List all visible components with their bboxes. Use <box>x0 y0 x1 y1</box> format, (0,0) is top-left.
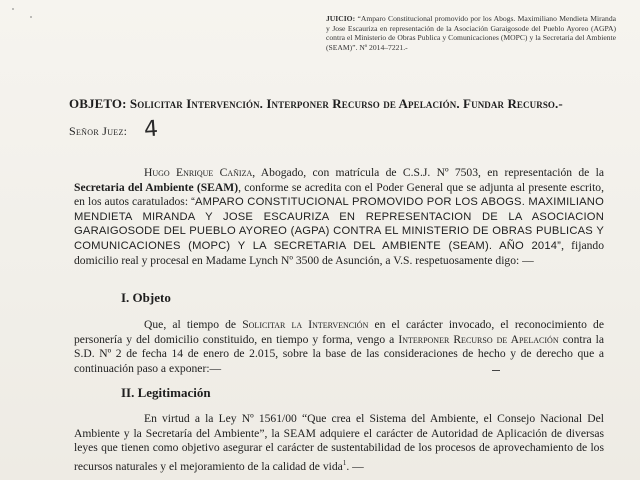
case-reference <box>326 14 616 52</box>
objective-label: OBJETO: <box>69 96 127 111</box>
case-reference-label: JUICIO: <box>326 14 356 23</box>
section-heading-legitimacion: II. Legitimación <box>121 385 211 400</box>
objeto-paragraph <box>74 318 604 376</box>
represented-org: Secretaria del Ambiente (SEAM) <box>74 180 239 194</box>
section-heading-objeto: I. Objeto <box>121 290 171 305</box>
legitimacion-paragraph <box>74 412 604 474</box>
objective-text: Solicitar Intervención. Interponer Recurso de Apelación. Fundar Recurso.- <box>129 96 563 111</box>
intro-text-2: , conforme se acredita con el Poder General que se adjunta al presente escrito, en los autos caratulados: <box>74 180 604 209</box>
case-reference-text: “Amparo Constitucional promovido por los Abogs. Maximiliano Mendieta Miranda y Jose Escauriza en representación de la Asociación Garaigosode del Pueblo Ayoreo (AGPA) contra el Ministerio de Obras Publica y Comunicaciones (MOPC) y la Secretaria del Ambiente (SEAM)”. Nº 2014–7221.- <box>326 14 616 52</box>
objeto-text-2: en el carácter invocado, el reconocimiento de personería y del domicilio constituido, en tiempo y forma, vengo a <box>74 318 604 346</box>
objeto-smallcaps-2: Interponer Recurso de Apelación <box>398 332 559 346</box>
attorney-name: Hugo Enrique Cañiza <box>144 166 253 179</box>
scan-speck <box>12 8 14 10</box>
intro-text-1: , Abogado, con matrícula de C.S.J. Nº 7503, en representación de la <box>252 166 604 179</box>
footnote-marker: 1 <box>342 458 347 467</box>
case-caption: “AMPARO CONSTITUCIONAL PROMOVIDO POR LOS ABOGS. MAXIMILIANO MENDIETA MIRANDA Y JOSE ESCAURIZA EN REPRESENTACION DE LA ASOCIACION GARAIGOSODE DEL PUEBLO AYOREO (AGPA) CONTRA EL MINISTERIO DE OBRAS PUBLICAS Y COMUNICACIONES (MOPC) Y LA SECRETARIA DEL AMBIENTE (SEAM). AÑO 2014” <box>74 196 604 252</box>
intro-text-3: , fijando domicilio real y procesal en Madame Lynch Nº 3500 de Asunción, a V.S. respetuosamente digo: — <box>74 238 604 267</box>
objeto-text-1: Que, al tiempo de <box>144 318 243 331</box>
legitimacion-text-2: . — <box>346 459 364 473</box>
objeto-smallcaps-1: Solicitar la Intervención <box>242 318 369 331</box>
intro-paragraph <box>74 166 604 268</box>
handwritten-number: 4 <box>143 116 159 143</box>
salutation: Señor Juez: <box>69 124 128 138</box>
objeto-text-3: contra la S.D. Nº 2 de fecha 14 de enero de 2.015, sobre la base de las consideraciones de hecho y de derecho que a continuación paso a exponer:— <box>74 332 604 375</box>
scan-speck <box>30 16 32 18</box>
legitimacion-text-1: En virtud a la Ley Nº 1561/00 “Que crea el Sistema del Ambiente, el Consejo Nacional Del Ambiente y la Secretaría del Ambiente”, la SEAM adquiere el carácter de Autoridad de Aplicación de diversas leyes que tienen como objetivo asegurar el carácter de sustentabilidad de los procesos de aprovechamiento de los recursos naturales y el mejoramiento de la calidad de vida <box>74 412 604 473</box>
document-objective <box>69 96 629 112</box>
pen-mark <box>492 370 500 371</box>
